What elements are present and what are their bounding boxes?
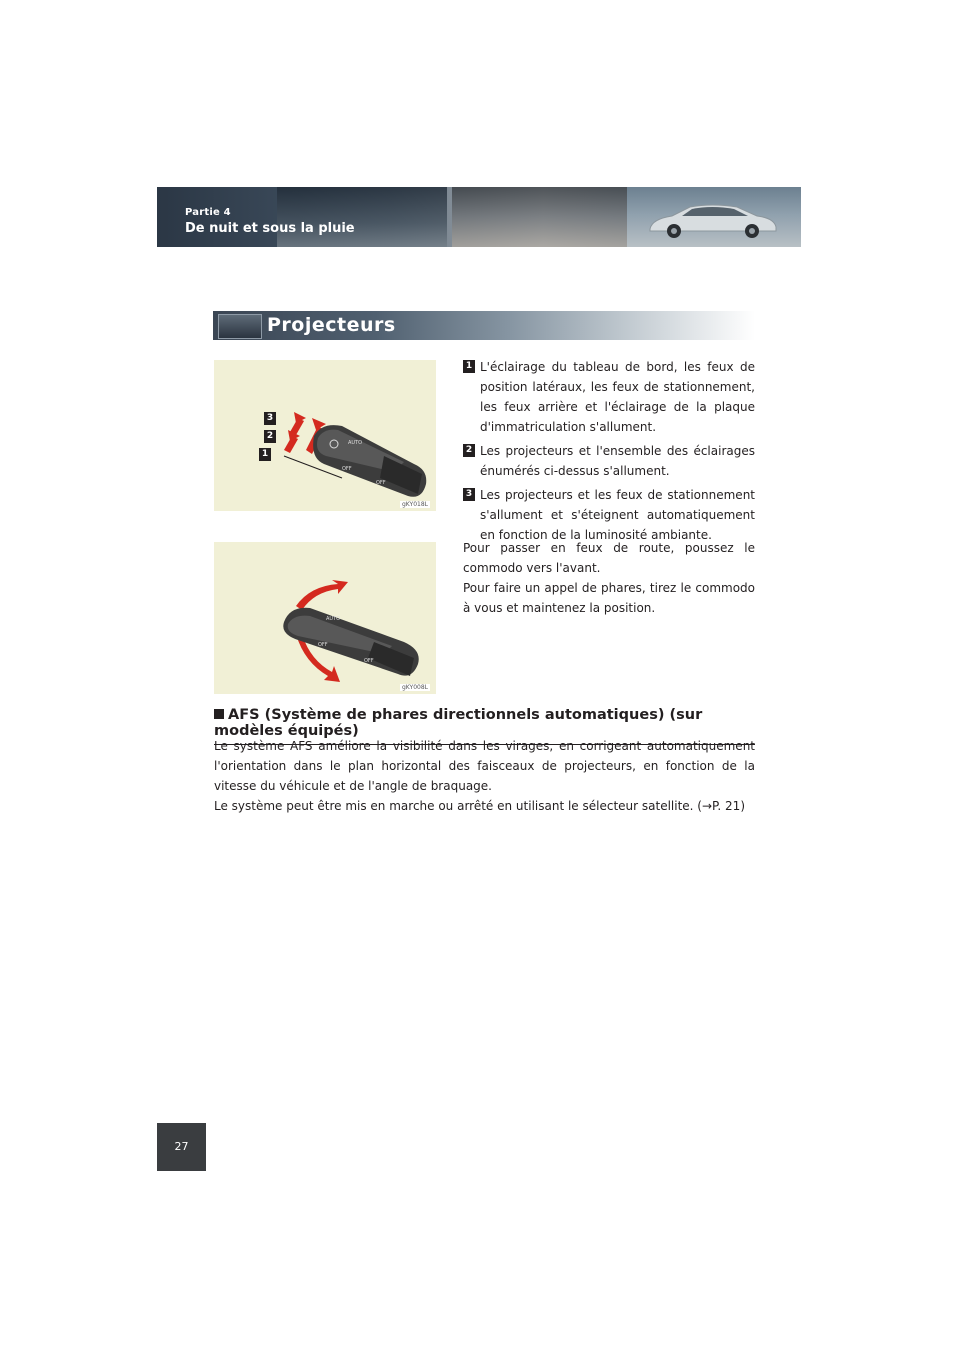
steps-list bbox=[463, 357, 755, 549]
step-number: 2 bbox=[463, 444, 475, 457]
svg-text:OFF: OFF bbox=[318, 642, 328, 648]
part-label: Partie 4 bbox=[185, 207, 231, 218]
car-illustration bbox=[642, 199, 782, 239]
step-item bbox=[463, 485, 755, 545]
afs-switch-paragraph: Le système peut être mis en marche ou arrêté en utilisant le sélecteur satellite. (→P. 21) bbox=[214, 799, 745, 813]
section-title-bar bbox=[213, 311, 755, 340]
svg-text:OFF: OFF bbox=[376, 480, 386, 486]
flash-paragraph: Pour faire un appel de phares, tirez le commodo à vous et maintenez la position. bbox=[463, 581, 755, 615]
svg-text:OFF: OFF bbox=[364, 658, 374, 664]
afs-body-paragraph: Le système AFS améliore la visibilité dans les virages, en corrigeant automatiquement l'orientation dans le plan horizontal des faisceaux de projecteurs, en fonction de la vitesse du véhicule et de l'angle de braquage. bbox=[214, 739, 755, 793]
page-number: 27 bbox=[157, 1123, 206, 1171]
high-beam-paragraph: Pour passer en feux de route, poussez le commodo vers l'avant. bbox=[463, 541, 755, 575]
figure-code: gKY008L bbox=[402, 684, 428, 691]
step-text: L'éclairage du tableau de bord, les feux de position latéraux, les feux de stationnement, les feux arrière et l'éclairage de la plaque d'immatriculation s'allument. bbox=[480, 360, 755, 434]
chapter-banner bbox=[157, 187, 801, 247]
figure-switch-movement bbox=[214, 542, 436, 694]
afs-heading-text: AFS (Système de phares directionnels automatiques) (sur modèles équipés) bbox=[214, 707, 703, 739]
step-item bbox=[463, 357, 755, 437]
headlight-switch-illustration bbox=[214, 360, 436, 511]
section-thumbnail bbox=[218, 314, 262, 339]
square-bullet-icon bbox=[214, 709, 224, 719]
step-number: 3 bbox=[463, 488, 475, 501]
section-title: Projecteurs bbox=[267, 314, 396, 336]
figure-code: gKY018L bbox=[402, 501, 428, 508]
svg-text:AUTO: AUTO bbox=[326, 616, 341, 622]
step-number: 1 bbox=[463, 360, 475, 373]
svg-text:AUTO: AUTO bbox=[348, 440, 363, 446]
callout-2: 2 bbox=[264, 430, 276, 443]
svg-text:OFF: OFF bbox=[342, 466, 352, 472]
banner-photo-dashboard bbox=[452, 187, 627, 247]
switch-movement-illustration bbox=[214, 542, 436, 694]
step-text: Les projecteurs et l'ensemble des éclairages énumérés ci-dessus s'allument. bbox=[480, 444, 755, 478]
callout-1: 1 bbox=[259, 448, 271, 461]
step-text: Les projecteurs et les feux de stationnement s'allument et s'éteignent automatiquement en fonction de la luminosité ambiante. bbox=[480, 488, 755, 542]
figure-headlight-switch bbox=[214, 360, 436, 511]
part-title: De nuit et sous la pluie bbox=[185, 221, 355, 236]
step-item bbox=[463, 441, 755, 481]
callout-3: 3 bbox=[264, 412, 276, 425]
